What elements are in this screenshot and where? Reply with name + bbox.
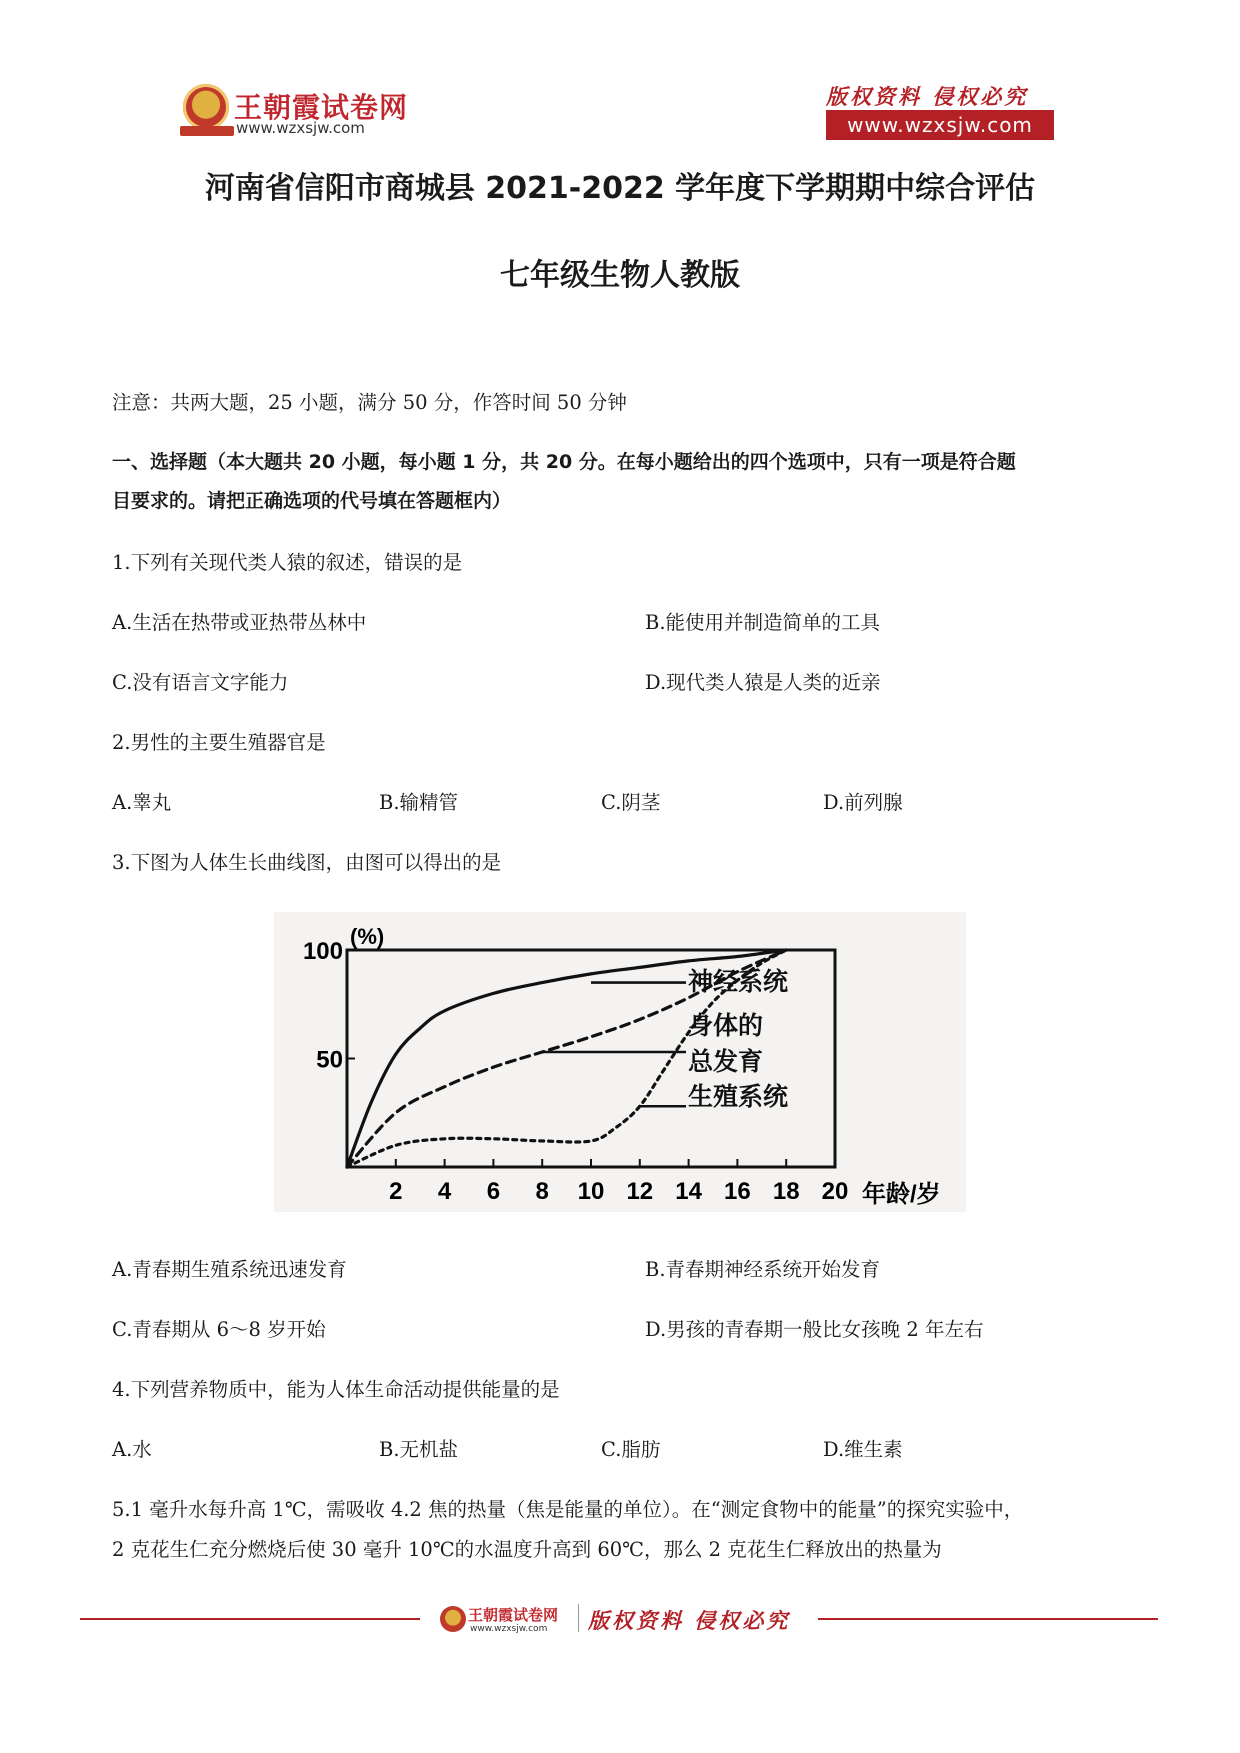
logo-url: www.wzxsjw.com <box>236 119 365 137</box>
question-4-stem: 4.下列营养物质中，能为人体生命活动提供能量的是 <box>112 1378 560 1401</box>
y-axis-unit: (%) <box>350 924 385 949</box>
section-heading-line1: 一、选择题（本大题共 20 小题，每小题 1 分，共 20 分。在每小题给出的四个选项中，只有一项是符合题 <box>112 451 1016 473</box>
question-1-option-b[interactable]: B.能使用并制造简单的工具 <box>645 611 881 634</box>
question-4-option-c[interactable]: C.脂肪 <box>601 1438 661 1461</box>
series-label: 神经系统 <box>688 967 789 996</box>
question-1-option-c[interactable]: C.没有语言文字能力 <box>112 671 289 694</box>
question-4-option-a[interactable]: A.水 <box>112 1438 152 1461</box>
x-axis-unit: 年龄/岁 <box>862 1181 941 1208</box>
logo-name: 王朝霞试卷网 <box>234 91 409 124</box>
growth-curve-chart <box>274 912 966 1212</box>
footer-logo-url: www.wzxsjw.com <box>470 1624 548 1634</box>
page-subtitle: 七年级生物人教版 <box>500 258 740 293</box>
question-4-option-b[interactable]: B.无机盐 <box>379 1438 459 1461</box>
question-5-stem-line2: 2 克花生仁充分燃烧后使 30 毫升 10℃的水温度升高到 60℃，那么 2 克花生仁释放出的热量为 <box>112 1538 942 1561</box>
x-tick-label: 14 <box>675 1178 702 1205</box>
question-1-option-a[interactable]: A.生活在热带或亚热带丛林中 <box>112 611 367 634</box>
y-tick-label: 50 <box>316 1046 343 1074</box>
logo-emblem-icon <box>183 84 229 130</box>
footer-logo-icon <box>440 1606 466 1632</box>
series-label: 总发育 <box>688 1047 764 1076</box>
exam-notice: 注意：共两大题，25 小题，满分 50 分，作答时间 50 分钟 <box>112 391 627 414</box>
question-4-option-d[interactable]: D.维生素 <box>823 1438 903 1461</box>
question-2-option-c[interactable]: C.阴茎 <box>601 791 661 814</box>
x-tick-label: 4 <box>437 1178 452 1205</box>
x-tick-label: 6 <box>486 1178 501 1205</box>
footer-divider-right <box>818 1618 1158 1620</box>
question-3-option-a[interactable]: A.青春期生殖系统迅速发育 <box>112 1258 347 1281</box>
series-labels <box>688 967 788 1111</box>
question-3-stem: 3.下图为人体生长曲线图，由图可以得出的是 <box>112 851 502 874</box>
y-tick-label: 100 <box>302 938 343 965</box>
x-tick-label: 10 <box>577 1178 605 1205</box>
question-2-option-a[interactable]: A.睾丸 <box>112 791 172 814</box>
logo-ribbon <box>180 126 234 136</box>
question-3-option-d[interactable]: D.男孩的青春期一般比女孩晚 2 年左右 <box>645 1318 984 1341</box>
footer-logo-name: 王朝霞试卷网 <box>468 1606 559 1624</box>
question-2-option-d[interactable]: D.前列腺 <box>823 791 903 814</box>
question-2-stem: 2.男性的主要生殖器官是 <box>112 731 326 754</box>
question-3-option-c[interactable]: C.青春期从 6～8 岁开始 <box>112 1318 326 1341</box>
x-tick-label: 18 <box>772 1178 800 1205</box>
growth-curve-svg <box>274 912 966 1212</box>
section-heading-line2: 目要求的。请把正确选项的代号填在答题框内） <box>112 490 512 512</box>
question-1-option-d[interactable]: D.现代类人猿是人类的近亲 <box>645 671 881 694</box>
x-tick-label: 16 <box>724 1178 751 1205</box>
footer-divider-left <box>80 1618 420 1620</box>
copyright-notice: 版权资料 侵权必究 <box>826 84 1029 109</box>
question-1-stem: 1.下列有关现代类人猿的叙述，错误的是 <box>112 551 463 574</box>
question-2-option-b[interactable]: B.输精管 <box>379 791 459 814</box>
x-tick-label: 12 <box>626 1178 654 1205</box>
question-3-option-b[interactable]: B.青春期神经系统开始发育 <box>645 1258 881 1281</box>
copyright-url: www.wzxsjw.com <box>826 110 1054 140</box>
x-tick-label: 2 <box>389 1178 403 1205</box>
page-title: 河南省信阳市商城县 2021-2022 学年度下学期期中综合评估 <box>204 171 1036 206</box>
x-tick-label: 8 <box>535 1178 549 1205</box>
x-tick-label: 20 <box>821 1178 849 1205</box>
question-5-stem-line1: 5.1 毫升水每升高 1℃，需吸收 4.2 焦的热量（焦是能量的单位）。在“测定食物中的能量”的探究实验中， <box>112 1498 1024 1521</box>
series-label: 生殖系统 <box>688 1082 789 1111</box>
series-label: 身体的 <box>688 1011 764 1040</box>
footer-separator <box>578 1604 579 1632</box>
footer-copyright: 版权资料 侵权必究 <box>588 1608 791 1633</box>
